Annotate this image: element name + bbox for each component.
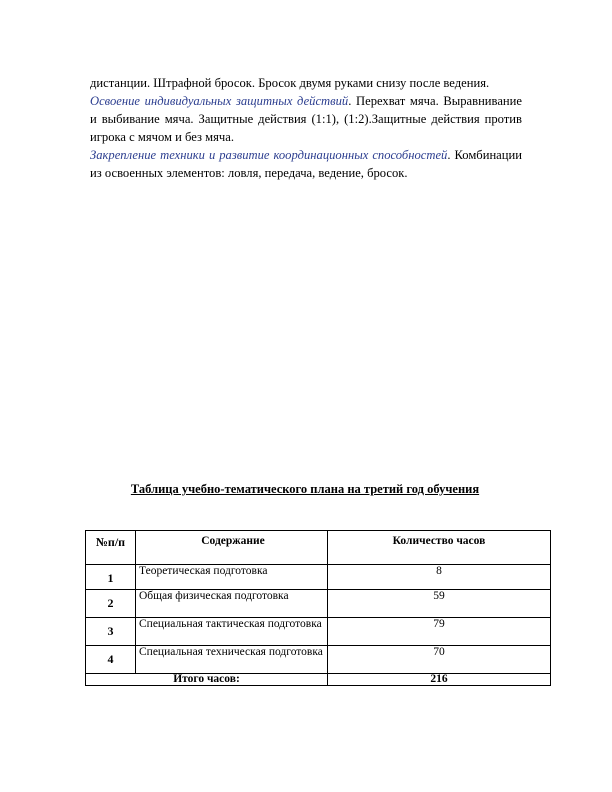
paragraph-3-heading: Закрепление техники и развитие координационных способностей [90, 148, 448, 162]
row-hours: 70 [328, 646, 551, 674]
row-num: 2 [86, 590, 136, 618]
row-num: 4 [86, 646, 136, 674]
header-hours: Количество часов [328, 531, 551, 565]
row-hours: 59 [328, 590, 551, 618]
row-hours: 79 [328, 618, 551, 646]
row-hours: 8 [328, 565, 551, 590]
row-content: Специальная тактическая подготовка [136, 618, 328, 646]
row-content: Теоретическая подготовка [136, 565, 328, 590]
header-content: Содержание [136, 531, 328, 565]
paragraph-2-text: . Перехват мяча. Выравнивание и выбивание мяча. Защитные действия (1:1), (1:2).Защитные действия против игрока с мячом и без мяча. [90, 94, 522, 144]
table-title: Таблица учебно-тематического плана на третий год обучения [130, 482, 480, 496]
table-row [86, 590, 551, 618]
study-plan-table [85, 530, 551, 686]
paragraph-3-text: . Комбинации из освоенных элементов: ловля, передача, ведение, бросок. [90, 148, 522, 180]
paragraph-2-heading: Освоение индивидуальных защитных действий [90, 94, 349, 108]
table-total-row [86, 674, 551, 686]
paragraph-3 [90, 146, 522, 182]
row-num: 3 [86, 618, 136, 646]
table-row [86, 646, 551, 674]
paragraph-1: дистанции. Штрафной бросок. Бросок двумя руками снизу после ведения. [90, 76, 490, 90]
paragraph-2 [90, 92, 522, 146]
total-hours: 216 [328, 674, 551, 686]
row-content: Специальная техническая подготовка [136, 646, 328, 674]
table-row [86, 618, 551, 646]
header-num: №п/п [86, 531, 136, 565]
total-label: Итого часов: [86, 674, 328, 686]
table-header-row [86, 531, 551, 565]
row-content: Общая физическая подготовка [136, 590, 328, 618]
body-text [90, 74, 522, 182]
table-row [86, 565, 551, 590]
row-num: 1 [86, 565, 136, 590]
